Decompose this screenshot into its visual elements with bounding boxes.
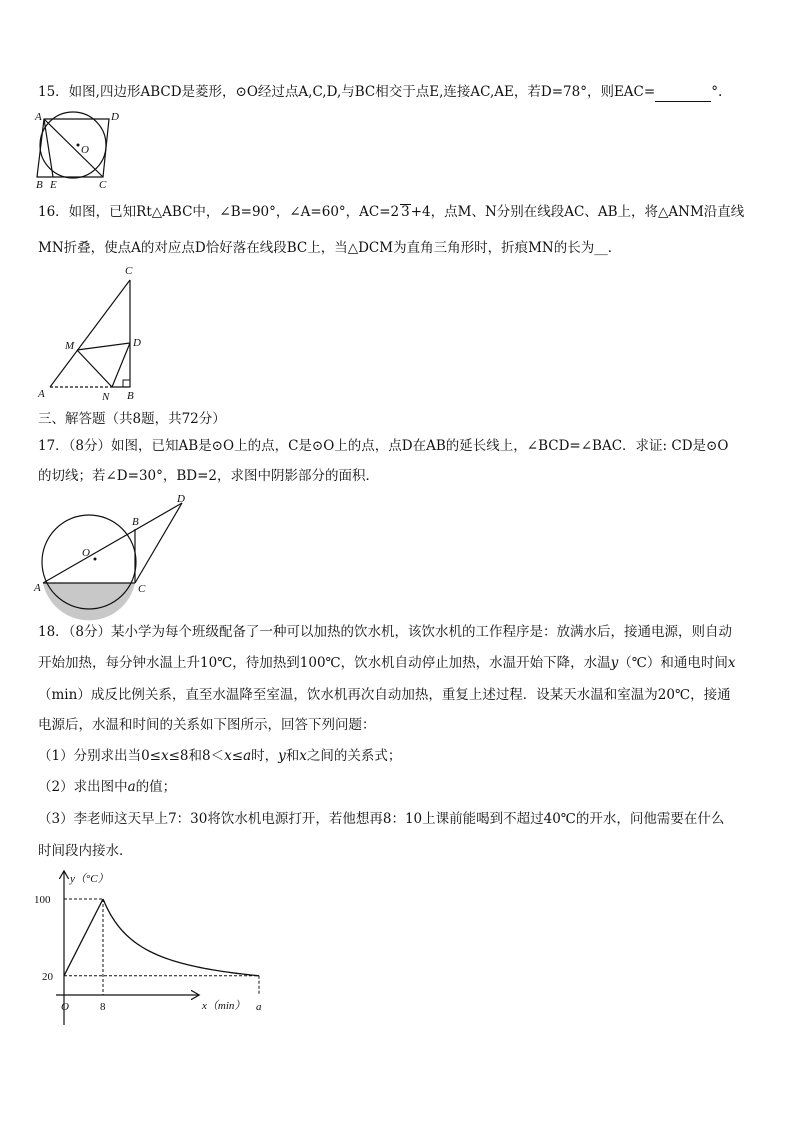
- q18-xtick-a: a: [256, 1001, 262, 1013]
- q17-line2: 的切线；若∠D=30°，BD=2，求图中阴影部分的面积．: [38, 468, 380, 484]
- q18-sub2-b: 的值；: [135, 779, 177, 795]
- q15-center-dot: [77, 144, 80, 147]
- q17-label-o: O: [82, 547, 90, 559]
- q16-figure: [32, 262, 142, 402]
- q15-line-ac: [44, 119, 103, 177]
- q18-line2-y: y: [610, 655, 619, 671]
- q15-circle: [40, 112, 106, 178]
- q18-line1: 18．（8分）某小学为每个班级配备了一种可以加热的饮水机，该饮水机的工作程序是：放满水后，接通电源，则自动: [38, 624, 733, 640]
- q16-label-d: D: [133, 337, 141, 349]
- q18-sub1-x2: x: [224, 748, 232, 764]
- q18-sub2-a: （2）求出图中: [38, 779, 128, 795]
- q16-label-m: M: [65, 340, 75, 352]
- q17-line-cd: [135, 503, 182, 583]
- q18-series-cooling: [103, 899, 259, 976]
- q15-label-d: D: [111, 111, 119, 123]
- q16-segment-md: [77, 343, 130, 350]
- q18-sub1-x1: x: [161, 748, 169, 764]
- q18-sub1-y: y: [278, 748, 286, 764]
- q18-line2-b: （℃）和通电时间: [618, 655, 728, 671]
- q18-sub1-f: 之间的关系式；: [306, 748, 402, 764]
- q15-label-c: C: [99, 179, 107, 191]
- q16-label-c: C: [125, 265, 133, 277]
- q18-line2: [38, 654, 736, 672]
- q18-sub1-d: 时，: [251, 748, 279, 764]
- q18-y-axis-label: y（°C）: [70, 873, 109, 885]
- q17-figure: [32, 492, 202, 612]
- q16-sqrt: 3: [401, 204, 410, 220]
- q18-sub1: [38, 747, 401, 765]
- q18-xtick-origin: O: [61, 1001, 69, 1013]
- q18-sub3-line2: 时间段内接水．: [38, 843, 133, 859]
- q16-label-b: B: [127, 390, 134, 402]
- q18-line2-a: 开始加热，每分钟水温上升10℃，待加热到100℃，饮水机自动停止加热，水温开始下降，水温: [38, 655, 611, 671]
- q16-line1-b: +4，点M、N分别在线段AC、AB上，将△ANM沿直线: [410, 204, 745, 220]
- q18-sub2: [38, 778, 176, 796]
- q18-sub1-b: ≤8和8＜: [168, 748, 225, 764]
- q15-label-o: O: [81, 144, 89, 156]
- q18-ytick-20: 20: [42, 970, 53, 983]
- q18-series-heating: [64, 899, 103, 976]
- q18-line4: 电源后，水温和时间的关系如下图所示，回答下列问题：: [38, 717, 376, 733]
- q16-line2: MN折叠，使点A的对应点D恰好落在线段BC上，当△DCM为直角三角形时，折痕MN的长为__．: [38, 240, 622, 256]
- q17-label-d: D: [177, 493, 185, 505]
- q17-label-a: A: [34, 582, 41, 594]
- q15-figure: [32, 108, 132, 192]
- q18-sub1-x3: x: [299, 748, 307, 764]
- q17-center-dot: [94, 558, 97, 561]
- q18-x-axis-label: x（min）: [202, 1000, 246, 1012]
- q16-line1: [38, 203, 744, 221]
- q15-answer-blank: [655, 83, 711, 102]
- q18-sub1-c: ≤: [231, 748, 244, 764]
- q17-label-b: B: [132, 516, 139, 528]
- q16-label-a: A: [38, 388, 45, 400]
- q16-segment-mn: [77, 350, 112, 387]
- q18-xtick-8: 8: [100, 1001, 106, 1013]
- section3-heading: 三、解答题（共8题，共72分）: [38, 411, 226, 427]
- q15-line-ae: [44, 119, 53, 177]
- q15-text: [38, 83, 722, 102]
- q17-shaded-region: [43, 583, 135, 620]
- q18-sub1-a: （1）分别求出当0≤: [38, 748, 161, 764]
- q17-line-ad: [43, 503, 182, 583]
- q17-label-c: C: [138, 583, 146, 595]
- q18-sub2-a2: a: [127, 779, 136, 795]
- q18-line3: （min）成反比例关系，直至水温降至室温，饮水机再次自动加热，重复上述过程．设某天水温和室温为20℃，接通: [38, 687, 731, 703]
- q18-graph: [28, 868, 268, 1030]
- q16-label-n: N: [102, 391, 110, 403]
- q15-label-a: A: [35, 111, 42, 123]
- q15-text-before: 15．如图,四边形ABCD是菱形，⊙O经过点A,C,D,与BC相交于点E,连接AC,AE，若D=78°，则EAC=: [38, 84, 656, 100]
- q15-label-b: B: [36, 179, 43, 191]
- q15-text-after: °.: [711, 84, 723, 100]
- q18-line2-x: x: [727, 655, 736, 671]
- q17-line1: 17．（8分）如图，已知AB是⊙O上的点，C是⊙O上的点，点D在AB的延长线上，∠BCD=∠BAC．求证: CD是⊙O: [38, 438, 729, 454]
- q16-right-angle-mark: [123, 380, 130, 387]
- q16-line1-a: 16．如图，已知Rt△ABC中，∠B=90°，∠A=60°，AC=2: [38, 204, 400, 220]
- q18-sub1-e: 和: [285, 748, 300, 764]
- q18-sub1-a2: a: [243, 748, 252, 764]
- q15-label-e: E: [50, 179, 57, 191]
- q18-sub3-line1: （3）李老师这天早上7：30将饮水机电源打开，若他想再8：10上课前能喝到不超过40℃的开水，问他需要在什么: [38, 811, 725, 827]
- q18-ytick-100: 100: [34, 894, 51, 906]
